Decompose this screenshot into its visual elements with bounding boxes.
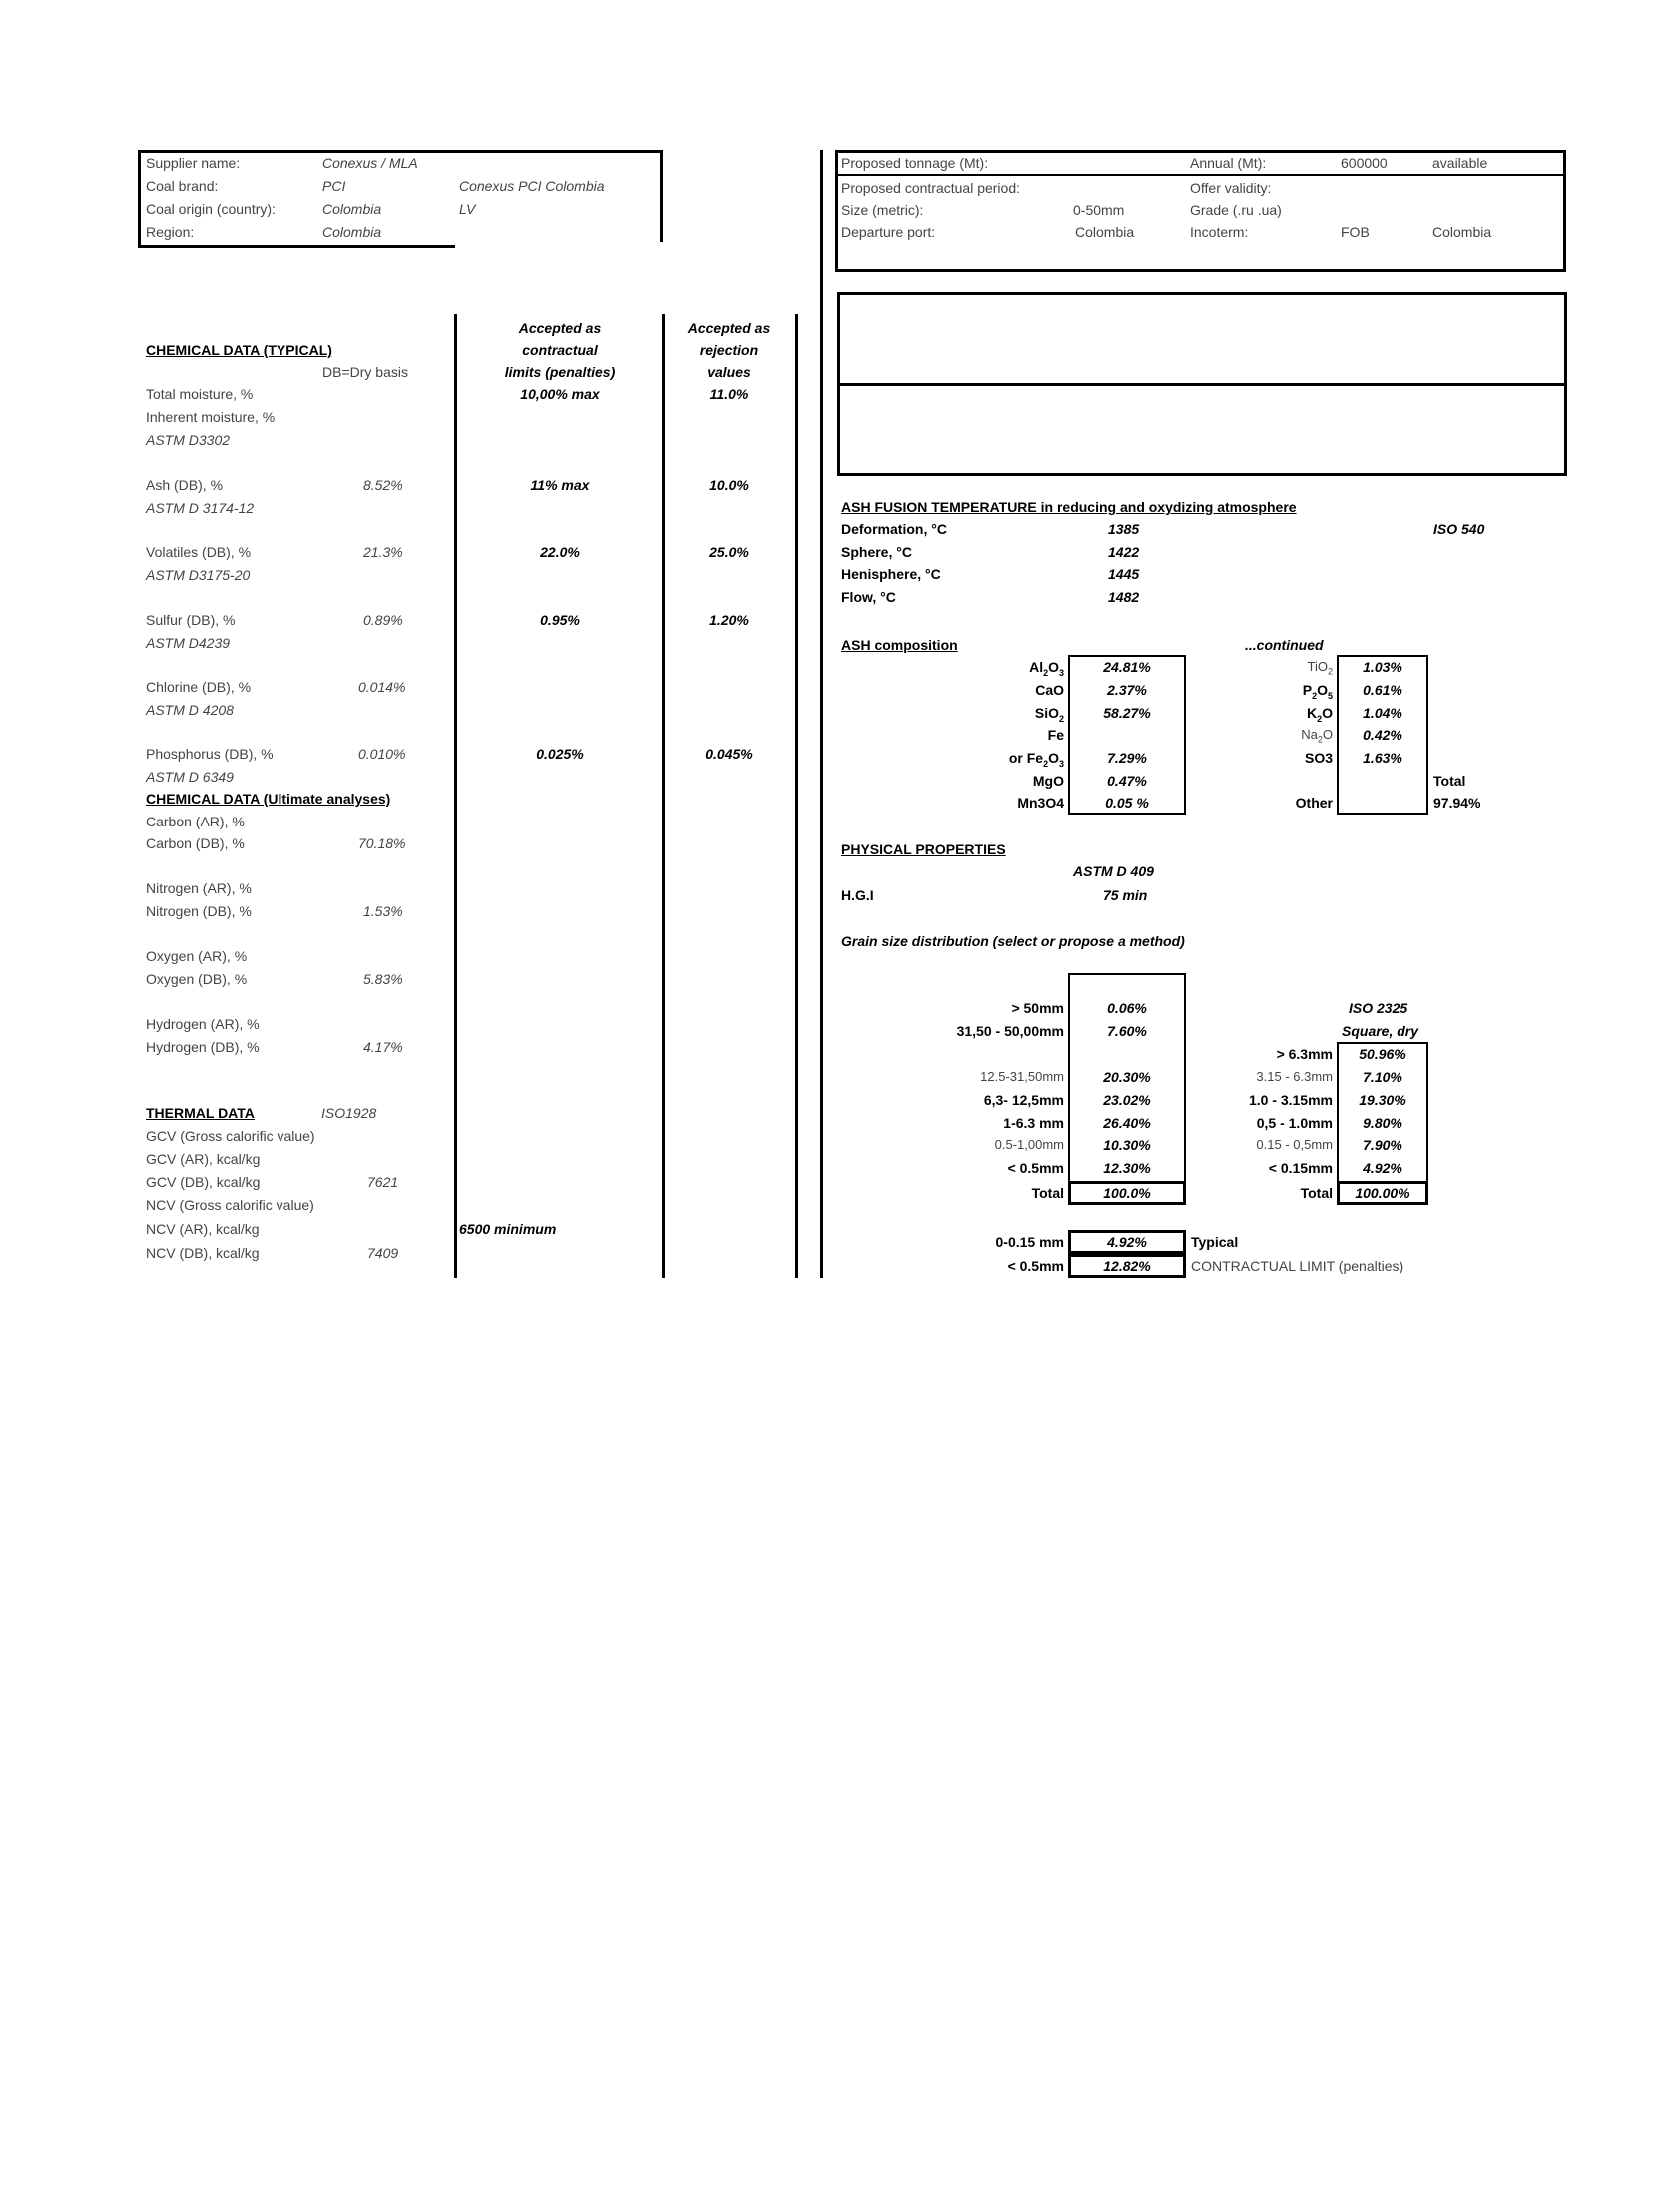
hemisphere-label: Henisphere, °C: [841, 566, 941, 582]
grain-31-50-value: 7.60%: [1107, 1023, 1147, 1039]
ash-reject: 10.0%: [709, 477, 749, 493]
grain-12-31-value: 20.30%: [1103, 1069, 1151, 1085]
fines-typical-label: 0-0.15 mm: [995, 1234, 1064, 1250]
sulfur-value: 0.89%: [363, 612, 403, 628]
fines-limit-label: < 0.5mm: [1007, 1258, 1064, 1274]
deformation-value: 1385: [1108, 521, 1140, 537]
ashcomp-total-label: Total: [1433, 773, 1466, 789]
coal-brand-value: PCI: [322, 178, 346, 194]
fe-label: Fe: [1047, 727, 1064, 743]
carbon-ar-label: Carbon (AR), %: [146, 814, 245, 829]
tonnage-label: Proposed tonnage (Mt):: [841, 155, 989, 171]
fines-limit-value: 12.82%: [1103, 1258, 1151, 1274]
grain-lt05-label: < 0.5mm: [1007, 1160, 1064, 1176]
ncv-db-label: NCV (DB), kcal/kg: [146, 1245, 260, 1261]
grain-6-12-label: 6,3- 12,5mm: [983, 1092, 1064, 1108]
grain-gt50-label: > 50mm: [1011, 1000, 1064, 1016]
other-label: Other: [1295, 795, 1333, 811]
gcv-ar-label: GCV (AR), kcal/kg: [146, 1151, 261, 1167]
volatiles-reject: 25.0%: [709, 544, 749, 560]
al2o3-value: 24.81%: [1103, 659, 1151, 675]
supplier-name-label: Supplier name:: [146, 155, 241, 171]
p2o5-value: 0.61%: [1363, 682, 1402, 698]
grain-gt63-label: > 6.3mm: [1276, 1046, 1333, 1062]
ncv-label: NCV (Gross calorific value): [146, 1197, 314, 1213]
phosphorus-method: ASTM D 6349: [146, 769, 234, 785]
notes-divider: [837, 383, 1567, 386]
grain-lt015-value: 4.92%: [1363, 1160, 1402, 1176]
volatiles-contract: 22.0%: [540, 544, 580, 560]
p2o5-label: $P_2O_5$: [1302, 682, 1333, 701]
annual-value: 600000: [1341, 155, 1388, 171]
grain-12-31-label: 12.5-31,50mm: [980, 1069, 1064, 1084]
fusion-method: ISO 540: [1433, 521, 1485, 537]
hydrogen-db-label: Hydrogen (DB), %: [146, 1039, 260, 1055]
grain-left-total-value: 100.0%: [1103, 1185, 1151, 1201]
al2o3-label: $Al_2O_3$: [1029, 659, 1064, 678]
grain-05-10-value: 9.80%: [1363, 1115, 1402, 1131]
carbon-db-label: Carbon (DB), %: [146, 835, 245, 851]
grain-05-1-value: 10.30%: [1103, 1137, 1151, 1153]
grain-315-63-label: 3.15 - 6.3mm: [1256, 1069, 1333, 1084]
carbon-db-value: 70.18%: [358, 835, 406, 851]
ncv-ar-contract: 6500 minimum: [459, 1221, 557, 1237]
inherent-moisture-method: ASTM D3302: [146, 432, 231, 448]
contract-limits-header: [465, 317, 655, 383]
hydrogen-db-value: 4.17%: [363, 1039, 403, 1055]
sio2-value: 58.27%: [1103, 705, 1151, 721]
grain-lt05-value: 12.30%: [1103, 1160, 1151, 1176]
flow-label: Flow, °C: [841, 589, 896, 605]
grain-015-05-label: 0.15 - 0,5mm: [1256, 1137, 1333, 1152]
thermal-method: ISO1928: [321, 1105, 377, 1121]
ashcomp-left-box: [1068, 655, 1186, 815]
nitrogen-db-label: Nitrogen (DB), %: [146, 903, 252, 919]
size-label: Size (metric):: [841, 202, 924, 218]
reject-header-line2: rejection: [699, 342, 759, 358]
na2o-label: $Na_2O$: [1301, 727, 1333, 745]
grain-right-total-label: Total: [1300, 1185, 1333, 1201]
cao-label: CaO: [1035, 682, 1064, 698]
fines-typical-note: Typical: [1191, 1234, 1239, 1250]
gcv-db-value: 7621: [367, 1174, 399, 1190]
hgi-method: ASTM D 409: [1073, 863, 1154, 879]
chem-title: CHEMICAL DATA (TYPICAL): [146, 342, 332, 358]
sulfur-label: Sulfur (DB), %: [146, 612, 236, 628]
ashcomp-continued: ...continued: [1245, 637, 1324, 653]
grain-1-6-label: 1-6.3 mm: [1003, 1115, 1064, 1131]
grain-right-total-value: 100.00%: [1355, 1185, 1410, 1201]
total-moisture-contract: 10,00% max: [520, 386, 600, 402]
mgo-label: MgO: [1032, 773, 1064, 789]
col-divider-2: [662, 314, 665, 1278]
coal-brand-name: Conexus PCI Colombia: [459, 178, 605, 194]
mn3o4-value: 0.05 %: [1105, 795, 1149, 811]
mgo-value: 0.47%: [1107, 773, 1147, 789]
so3-label: SO3: [1304, 750, 1333, 766]
hydrogen-ar-label: Hydrogen (AR), %: [146, 1016, 260, 1032]
ash-value: 8.52%: [363, 477, 403, 493]
oxygen-db-value: 5.83%: [363, 971, 403, 987]
fusion-title: ASH FUSION TEMPERATURE in reducing and oxydizing atmosphere: [841, 499, 1297, 515]
col-divider-3: [795, 314, 798, 1278]
reject-header-line1: Accepted as: [687, 320, 771, 336]
reject-header-line3: values: [707, 364, 751, 380]
grain-05-10-label: 0,5 - 1.0mm: [1256, 1115, 1333, 1131]
nitrogen-db-value: 1.53%: [363, 903, 403, 919]
chlorine-value: 0.014%: [358, 679, 406, 695]
physical-title: PHYSICAL PROPERTIES: [841, 841, 1006, 857]
ashcomp-total-value: 97.94%: [1433, 795, 1481, 811]
incoterm-label: Incoterm:: [1190, 224, 1249, 240]
region-label: Region:: [146, 224, 195, 240]
supplier-name-value: Conexus / MLA: [322, 155, 418, 171]
tio2-label: TiO$_2$: [1307, 659, 1333, 677]
ash-contract: 11% max: [530, 477, 590, 493]
grain-05-1-label: 0.5-1,00mm: [994, 1137, 1064, 1152]
cao-value: 2.37%: [1107, 682, 1147, 698]
grain-1-6-value: 26.40%: [1103, 1115, 1151, 1131]
fines-limit-note: CONTRACTUAL LIMIT (penalties): [1191, 1258, 1404, 1274]
flow-value: 1482: [1108, 589, 1140, 605]
port-label: Departure port:: [841, 224, 936, 240]
grain-1-315-value: 19.30%: [1359, 1092, 1406, 1108]
contract-header-line2: contractual: [522, 342, 598, 358]
validity-label: Offer validity:: [1190, 180, 1272, 196]
so3-value: 1.63%: [1363, 750, 1402, 766]
phosphorus-value: 0.010%: [358, 746, 406, 762]
incoterm-value: FOB: [1341, 224, 1370, 240]
deformation-label: Deformation, °C: [841, 521, 947, 537]
incoterm-place: Colombia: [1432, 224, 1492, 240]
coal-origin-label: Coal origin (country):: [146, 201, 276, 217]
fe2o3-value: 7.29%: [1107, 750, 1147, 766]
total-moisture-label: Total moisture, %: [146, 386, 254, 402]
sio2-label: SiO$_2$: [1034, 705, 1064, 724]
size-value: 0-50mm: [1073, 202, 1125, 218]
annual-note: available: [1432, 155, 1488, 171]
k2o-label: $K_2O$: [1306, 705, 1333, 724]
col-divider-1: [454, 314, 457, 1278]
grain-iso-note: Square, dry: [1342, 1023, 1419, 1039]
k2o-value: 1.04%: [1363, 705, 1402, 721]
sphere-value: 1422: [1108, 544, 1140, 560]
coal-rank: LV: [459, 201, 476, 217]
grade-label: Grade (.ru .ua): [1190, 202, 1282, 218]
period-label: Proposed contractual period:: [841, 180, 1020, 196]
ashcomp-title: ASH composition: [841, 637, 958, 653]
rejection-values-header: [669, 317, 789, 383]
grain-1-315-label: 1.0 - 3.15mm: [1248, 1092, 1333, 1108]
fines-typical-value: 4.92%: [1107, 1234, 1147, 1250]
contract-header-line1: Accepted as: [518, 320, 602, 336]
sphere-label: Sphere, °C: [841, 544, 912, 560]
oxygen-db-label: Oxygen (DB), %: [146, 971, 248, 987]
grain-title: Grain size distribution (select or propose a method): [841, 933, 1185, 949]
hgi-label: H.G.I: [841, 887, 874, 903]
grain-015-05-value: 7.90%: [1363, 1137, 1402, 1153]
hemisphere-value: 1445: [1108, 566, 1140, 582]
ash-label: Ash (DB), %: [146, 477, 224, 493]
grain-lt015-label: < 0.15mm: [1268, 1160, 1333, 1176]
tio2-value: 1.03%: [1363, 659, 1402, 675]
total-moisture-reject: 11.0%: [709, 386, 749, 402]
port-value: Colombia: [1075, 224, 1135, 240]
hgi-value: 75 min: [1103, 887, 1148, 903]
ash-method: ASTM D 3174-12: [146, 500, 255, 516]
volatiles-method: ASTM D3175-20: [146, 567, 251, 583]
chlorine-method: ASTM D 4208: [146, 702, 234, 718]
grain-iso: ISO 2325: [1349, 1000, 1408, 1016]
gcv-db-label: GCV (DB), kcal/kg: [146, 1174, 261, 1190]
volatiles-label: Volatiles (DB), %: [146, 544, 252, 560]
sulfur-reject: 1.20%: [709, 612, 749, 628]
fe2o3-label: or $Fe_2O_3$: [1008, 750, 1064, 769]
grain-gt63-value: 50.96%: [1359, 1046, 1406, 1062]
grain-left-total-label: Total: [1031, 1185, 1064, 1201]
sulfur-method: ASTM D4239: [146, 635, 231, 651]
region-value: Colombia: [322, 224, 382, 240]
phosphorus-label: Phosphorus (DB), %: [146, 746, 274, 762]
inherent-moisture-label: Inherent moisture, %: [146, 409, 276, 425]
grain-315-63-value: 7.10%: [1363, 1069, 1402, 1085]
coal-brand-label: Coal brand:: [146, 178, 219, 194]
thermal-title: THERMAL DATA: [146, 1105, 255, 1121]
nitrogen-ar-label: Nitrogen (AR), %: [146, 880, 252, 896]
sulfur-contract: 0.95%: [540, 612, 580, 628]
ultimate-title: CHEMICAL DATA (Ultimate analyses): [146, 791, 391, 807]
grain-6-12-value: 23.02%: [1103, 1092, 1151, 1108]
grain-31-50-label: 31,50 - 50,00mm: [956, 1023, 1064, 1039]
grain-gt50-value: 0.06%: [1107, 1000, 1147, 1016]
mn3o4-label: Mn3O4: [1017, 795, 1064, 811]
contract-header-line3: limits (penalties): [504, 364, 616, 380]
gcv-label: GCV (Gross calorific value): [146, 1128, 315, 1144]
phosphorus-contract: 0.025%: [536, 746, 584, 762]
na2o-value: 0.42%: [1363, 727, 1402, 743]
oxygen-ar-label: Oxygen (AR), %: [146, 948, 248, 964]
chlorine-label: Chlorine (DB), %: [146, 679, 252, 695]
phosphorus-reject: 0.045%: [705, 746, 753, 762]
coal-origin-value: Colombia: [322, 201, 382, 217]
ncv-db-value: 7409: [367, 1245, 399, 1261]
ncv-ar-label: NCV (AR), kcal/kg: [146, 1221, 260, 1237]
volatiles-value: 21.3%: [363, 544, 403, 560]
annual-label: Annual (Mt):: [1190, 155, 1267, 171]
basis-note: DB=Dry basis: [322, 364, 408, 380]
